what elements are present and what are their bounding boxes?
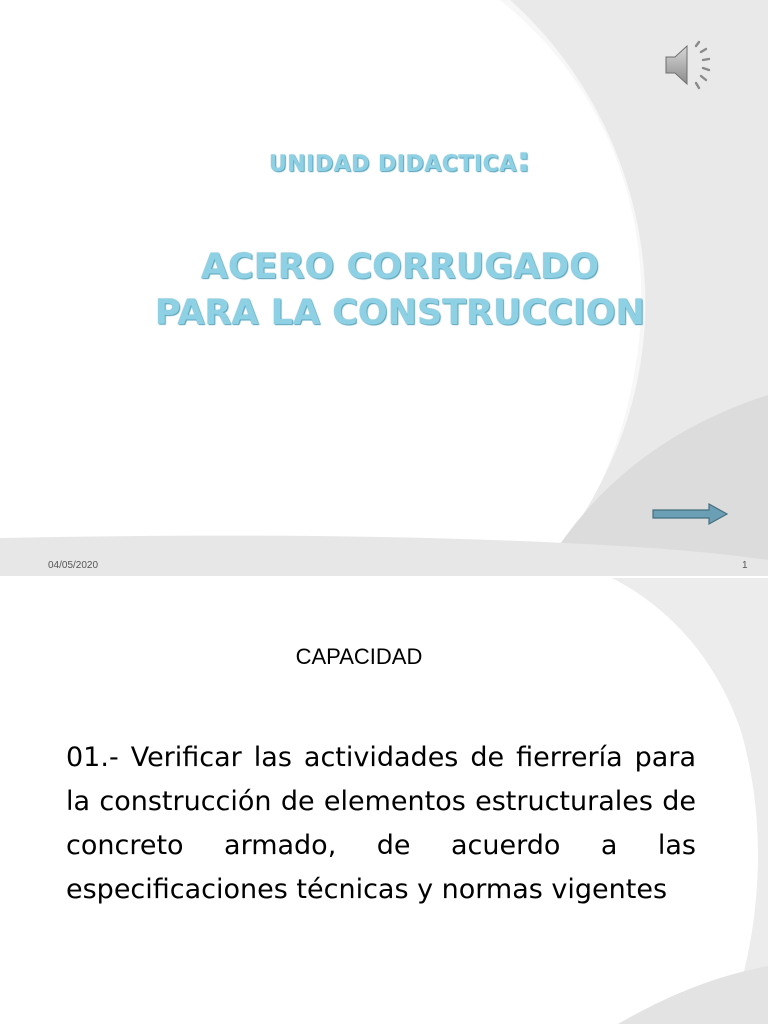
unit-subtitle xyxy=(0,140,768,180)
subtitle-colon: : xyxy=(516,140,532,180)
section-heading: CAPACIDAD xyxy=(295,644,423,669)
title-line-2: PARA LA CONSTRUCCION xyxy=(155,293,645,333)
slide-number: 1 xyxy=(742,560,748,571)
subtitle-text: UNIDAD DIDACTICA xyxy=(268,152,517,177)
slide-title xyxy=(0,244,768,336)
slide-date: 04/05/2020 xyxy=(48,560,99,571)
title-line-1: ACERO CORRUGADO xyxy=(201,247,599,287)
speaker-icon[interactable] xyxy=(660,40,718,97)
capacity-slide xyxy=(0,578,768,1024)
capacity-description: 01.- Verificar las actividades de fierrería para la construcción de elementos estructurales de concreto armado, de acuerdo a las especificaciones técnicas y normas vigentes xyxy=(66,742,696,905)
next-slide-arrow-icon[interactable] xyxy=(651,502,729,531)
